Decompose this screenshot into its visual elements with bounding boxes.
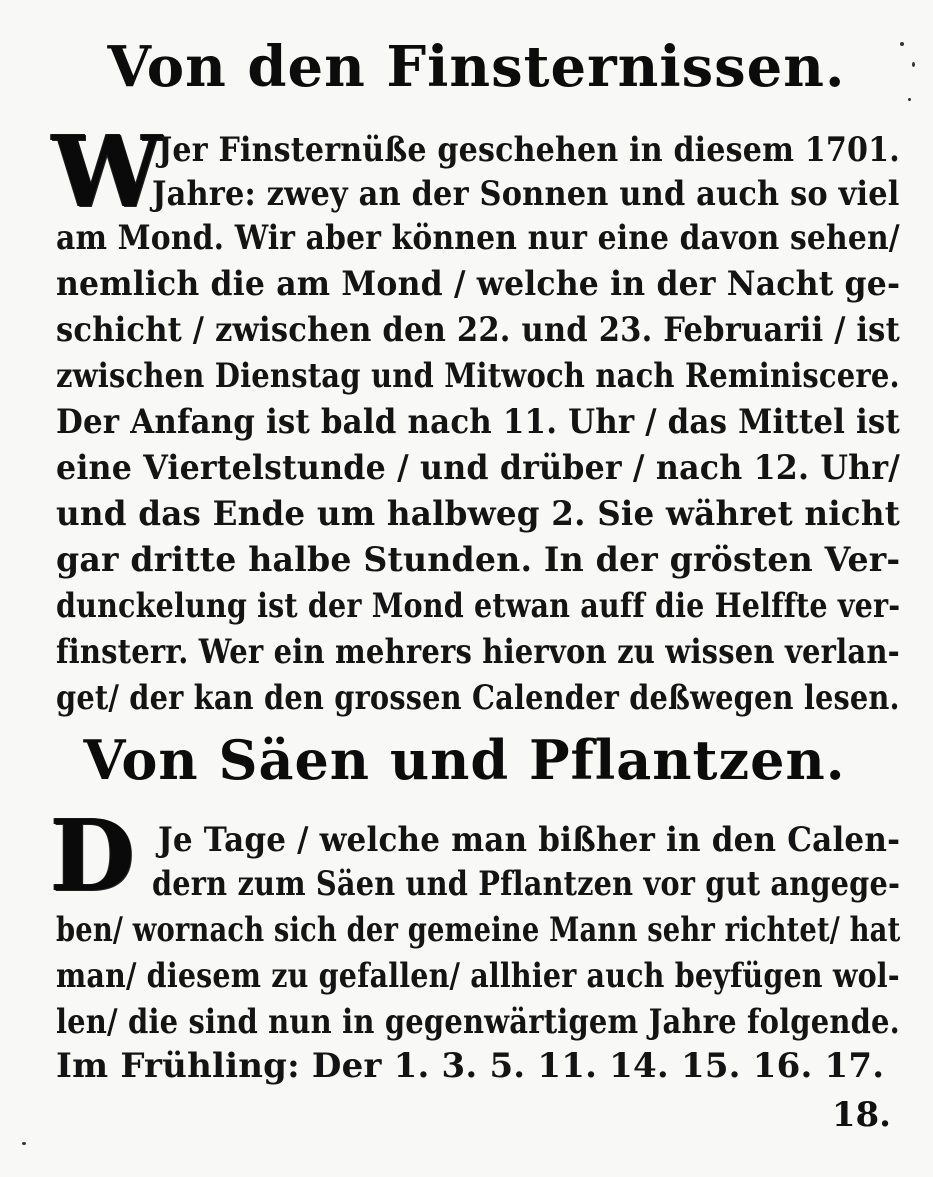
catchword: 18. (831, 1095, 891, 1135)
text-line: und das Ende um halbweg 2. Sie währet nicht (56, 494, 900, 534)
text-line: am Mond. Wir aber können nur eine davon sehen/ (56, 218, 900, 258)
ink-speck (912, 62, 915, 67)
text-line: Im Frühling: Der 1. 3. 5. 11. 14. 15. 16. 17. (56, 1046, 885, 1086)
section-title-eclipses: Von den Finsternissen. (107, 34, 846, 100)
ink-speck (22, 1142, 26, 1145)
text-line: len/ die sind nun in gegenwärtigem Jahre folgende. (56, 1002, 900, 1042)
text-line: eine Viertelstunde / und drüber / nach 12. Uhr/ (56, 448, 900, 488)
drop-cap-initial-w: W (52, 115, 163, 230)
text-line: Jahre: zwey an der Sonnen und auch so viel (152, 174, 900, 214)
text-line: man/ diesem zu gefallen/ allhier auch beyfügen wol- (56, 956, 900, 996)
text-line: dunckelung ist der Mond etwan auff die Helffte ver- (56, 586, 901, 626)
ink-speck (900, 42, 904, 46)
text-line: gar dritte halbe Stunden. In der grösten Ver- (56, 540, 901, 580)
text-line: get/ der kan den grossen Calender deßwegen lesen. (56, 678, 900, 718)
text-line: ben/ wornach sich der gemeine Mann sehr richtet/ hat (56, 910, 901, 950)
text-line: nemlich die am Mond / welche in der Nacht ge- (56, 264, 901, 304)
text-line: dern zum Säen und Pflantzen vor gut angege- (152, 864, 901, 904)
text-line: zwischen Dienstag und Mitwoch nach Reminiscere. (56, 356, 900, 396)
text-line: schicht / zwischen den 22. und 23. Februarii / ist (56, 310, 900, 350)
text-line: Der Anfang ist bald nach 11. Uhr / das Mittel ist (56, 402, 900, 442)
ink-speck (908, 98, 911, 101)
text-line: Je Tage / welche man bißher in den Calen- (158, 820, 901, 860)
section-title-sowing: Von Säen und Pflantzen. (83, 728, 846, 792)
text-line: finsterr. Wer ein mehrers hiervon zu wissen verlan- (56, 632, 900, 672)
text-line: Jer Finsternüße geschehen in diesem 1701. (158, 130, 900, 170)
drop-cap-initial-d: D (50, 799, 135, 914)
